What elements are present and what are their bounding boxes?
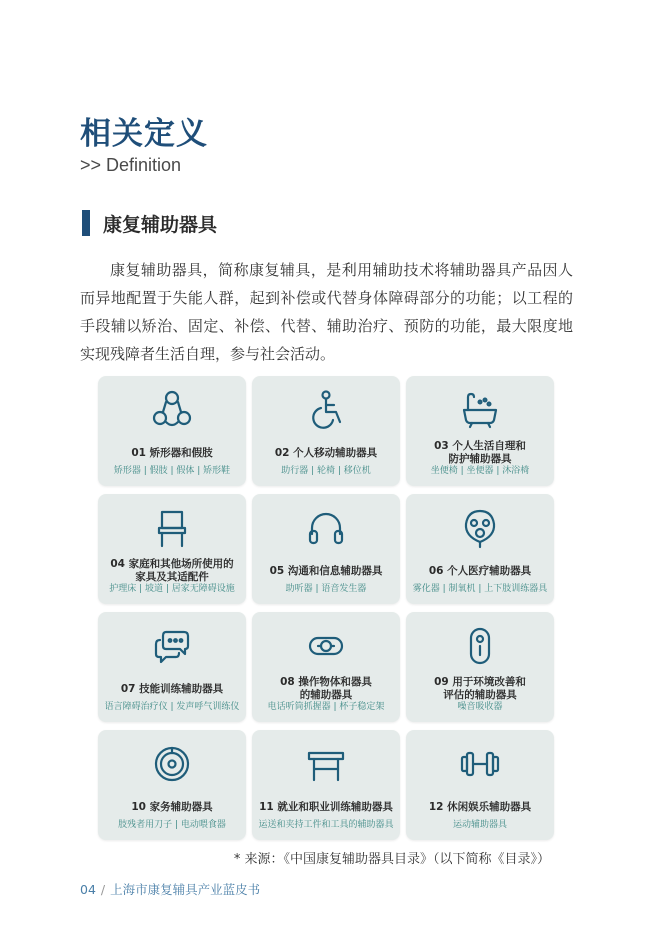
card-title: 05 沟通和信息辅助器具 xyxy=(269,564,383,577)
card-title: 09 用于环境改善和 评估的辅助器具 xyxy=(434,676,526,701)
category-card xyxy=(98,494,246,604)
page-title: 相关定义 xyxy=(80,116,208,152)
category-card xyxy=(406,494,554,604)
category-card xyxy=(406,376,554,486)
category-grid xyxy=(98,376,554,840)
card-tags: 助听器 | 语音发生器 xyxy=(285,584,367,594)
card-tags: 噪音吸收器 xyxy=(457,702,503,712)
card-title: 04 家庭和其他场所使用的 家具及其适配件 xyxy=(110,558,234,583)
card-tags: 语言障碍治疗仪 | 发声呼气训练仪 xyxy=(104,702,240,712)
card-tags: 矫形器 | 假肢 | 假体 | 矫形鞋 xyxy=(113,466,231,476)
card-tags: 坐便椅 | 坐便器 | 沐浴椅 xyxy=(430,466,530,476)
card-tags: 肢残者用刀子 | 电动喂食器 xyxy=(118,820,226,830)
card-title: 06 个人医疗辅助器具 xyxy=(428,564,532,577)
card-title: 10 家务辅助器具 xyxy=(131,800,213,813)
card-title: 08 操作物体和器具 的辅助器具 xyxy=(280,676,372,701)
category-card xyxy=(406,730,554,840)
card-title: 03 个人生活自理和 防护辅助器具 xyxy=(434,440,526,465)
bathtub-icon xyxy=(458,388,502,432)
card-tags: 助行器 | 轮椅 | 移位机 xyxy=(281,466,371,476)
card-tags: 运动辅助器具 xyxy=(452,820,507,830)
people-group-icon xyxy=(150,388,194,432)
robot-vacuum-icon xyxy=(150,742,194,786)
section-title: 康复辅助器具 xyxy=(103,214,218,236)
card-tags: 电话听筒抓握器 | 杯子稳定架 xyxy=(267,702,385,712)
book-title: 上海市康复辅具产业蓝皮书 xyxy=(110,882,261,897)
handle-grip-icon xyxy=(304,624,348,668)
category-card xyxy=(98,612,246,722)
card-title: 02 个人移动辅助器具 xyxy=(274,446,378,459)
card-title: 12 休闲娱乐辅助器具 xyxy=(428,800,532,813)
page-footer xyxy=(80,880,260,898)
headphones-icon xyxy=(304,506,348,550)
category-card xyxy=(252,730,400,840)
page-number: 04 xyxy=(80,882,96,897)
category-card xyxy=(98,730,246,840)
wheelchair-icon xyxy=(304,388,348,432)
oxygen-mask-icon xyxy=(458,506,502,550)
footer-separator: / xyxy=(100,882,106,897)
category-card xyxy=(98,376,246,486)
card-tags: 雾化器 | 制氧机 | 上下肢训练器具 xyxy=(412,584,548,594)
category-card xyxy=(252,494,400,604)
workbench-icon xyxy=(304,742,348,786)
page-subtitle: >> Definition xyxy=(80,155,182,175)
section-marker xyxy=(82,210,90,236)
card-tags: 护理床 | 坡道 | 居家无障碍设施 xyxy=(109,584,235,594)
source-note: * 来源：《中国康复辅助器具目录》（以下简称《目录》） xyxy=(233,852,550,867)
card-tags: 运送和夹持工件和工具的辅助器具 xyxy=(258,820,394,830)
category-card xyxy=(252,612,400,722)
category-card xyxy=(406,612,554,722)
category-card xyxy=(252,376,400,486)
card-title: 01 矫形器和假肢 xyxy=(131,446,213,459)
chair-icon xyxy=(150,506,194,550)
definition-paragraph: 康复辅助器具，简称康复辅具，是利用辅助技术将辅助器具产品因人而异地配置于失能人群，起到补偿或代替身体障碍部分的功能；以工程的手段辅以矫治、固定、补偿、代替、辅助治疗、预防的功能，最大限度地实现残障者生活自理，参与社会活动。 xyxy=(80,261,573,363)
sensor-device-icon xyxy=(458,624,502,668)
dumbbell-icon xyxy=(458,742,502,786)
card-title: 11 就业和职业训练辅助器具 xyxy=(259,800,393,813)
card-title: 07 技能训练辅助器具 xyxy=(120,682,224,695)
speech-bubbles-icon xyxy=(150,624,194,668)
